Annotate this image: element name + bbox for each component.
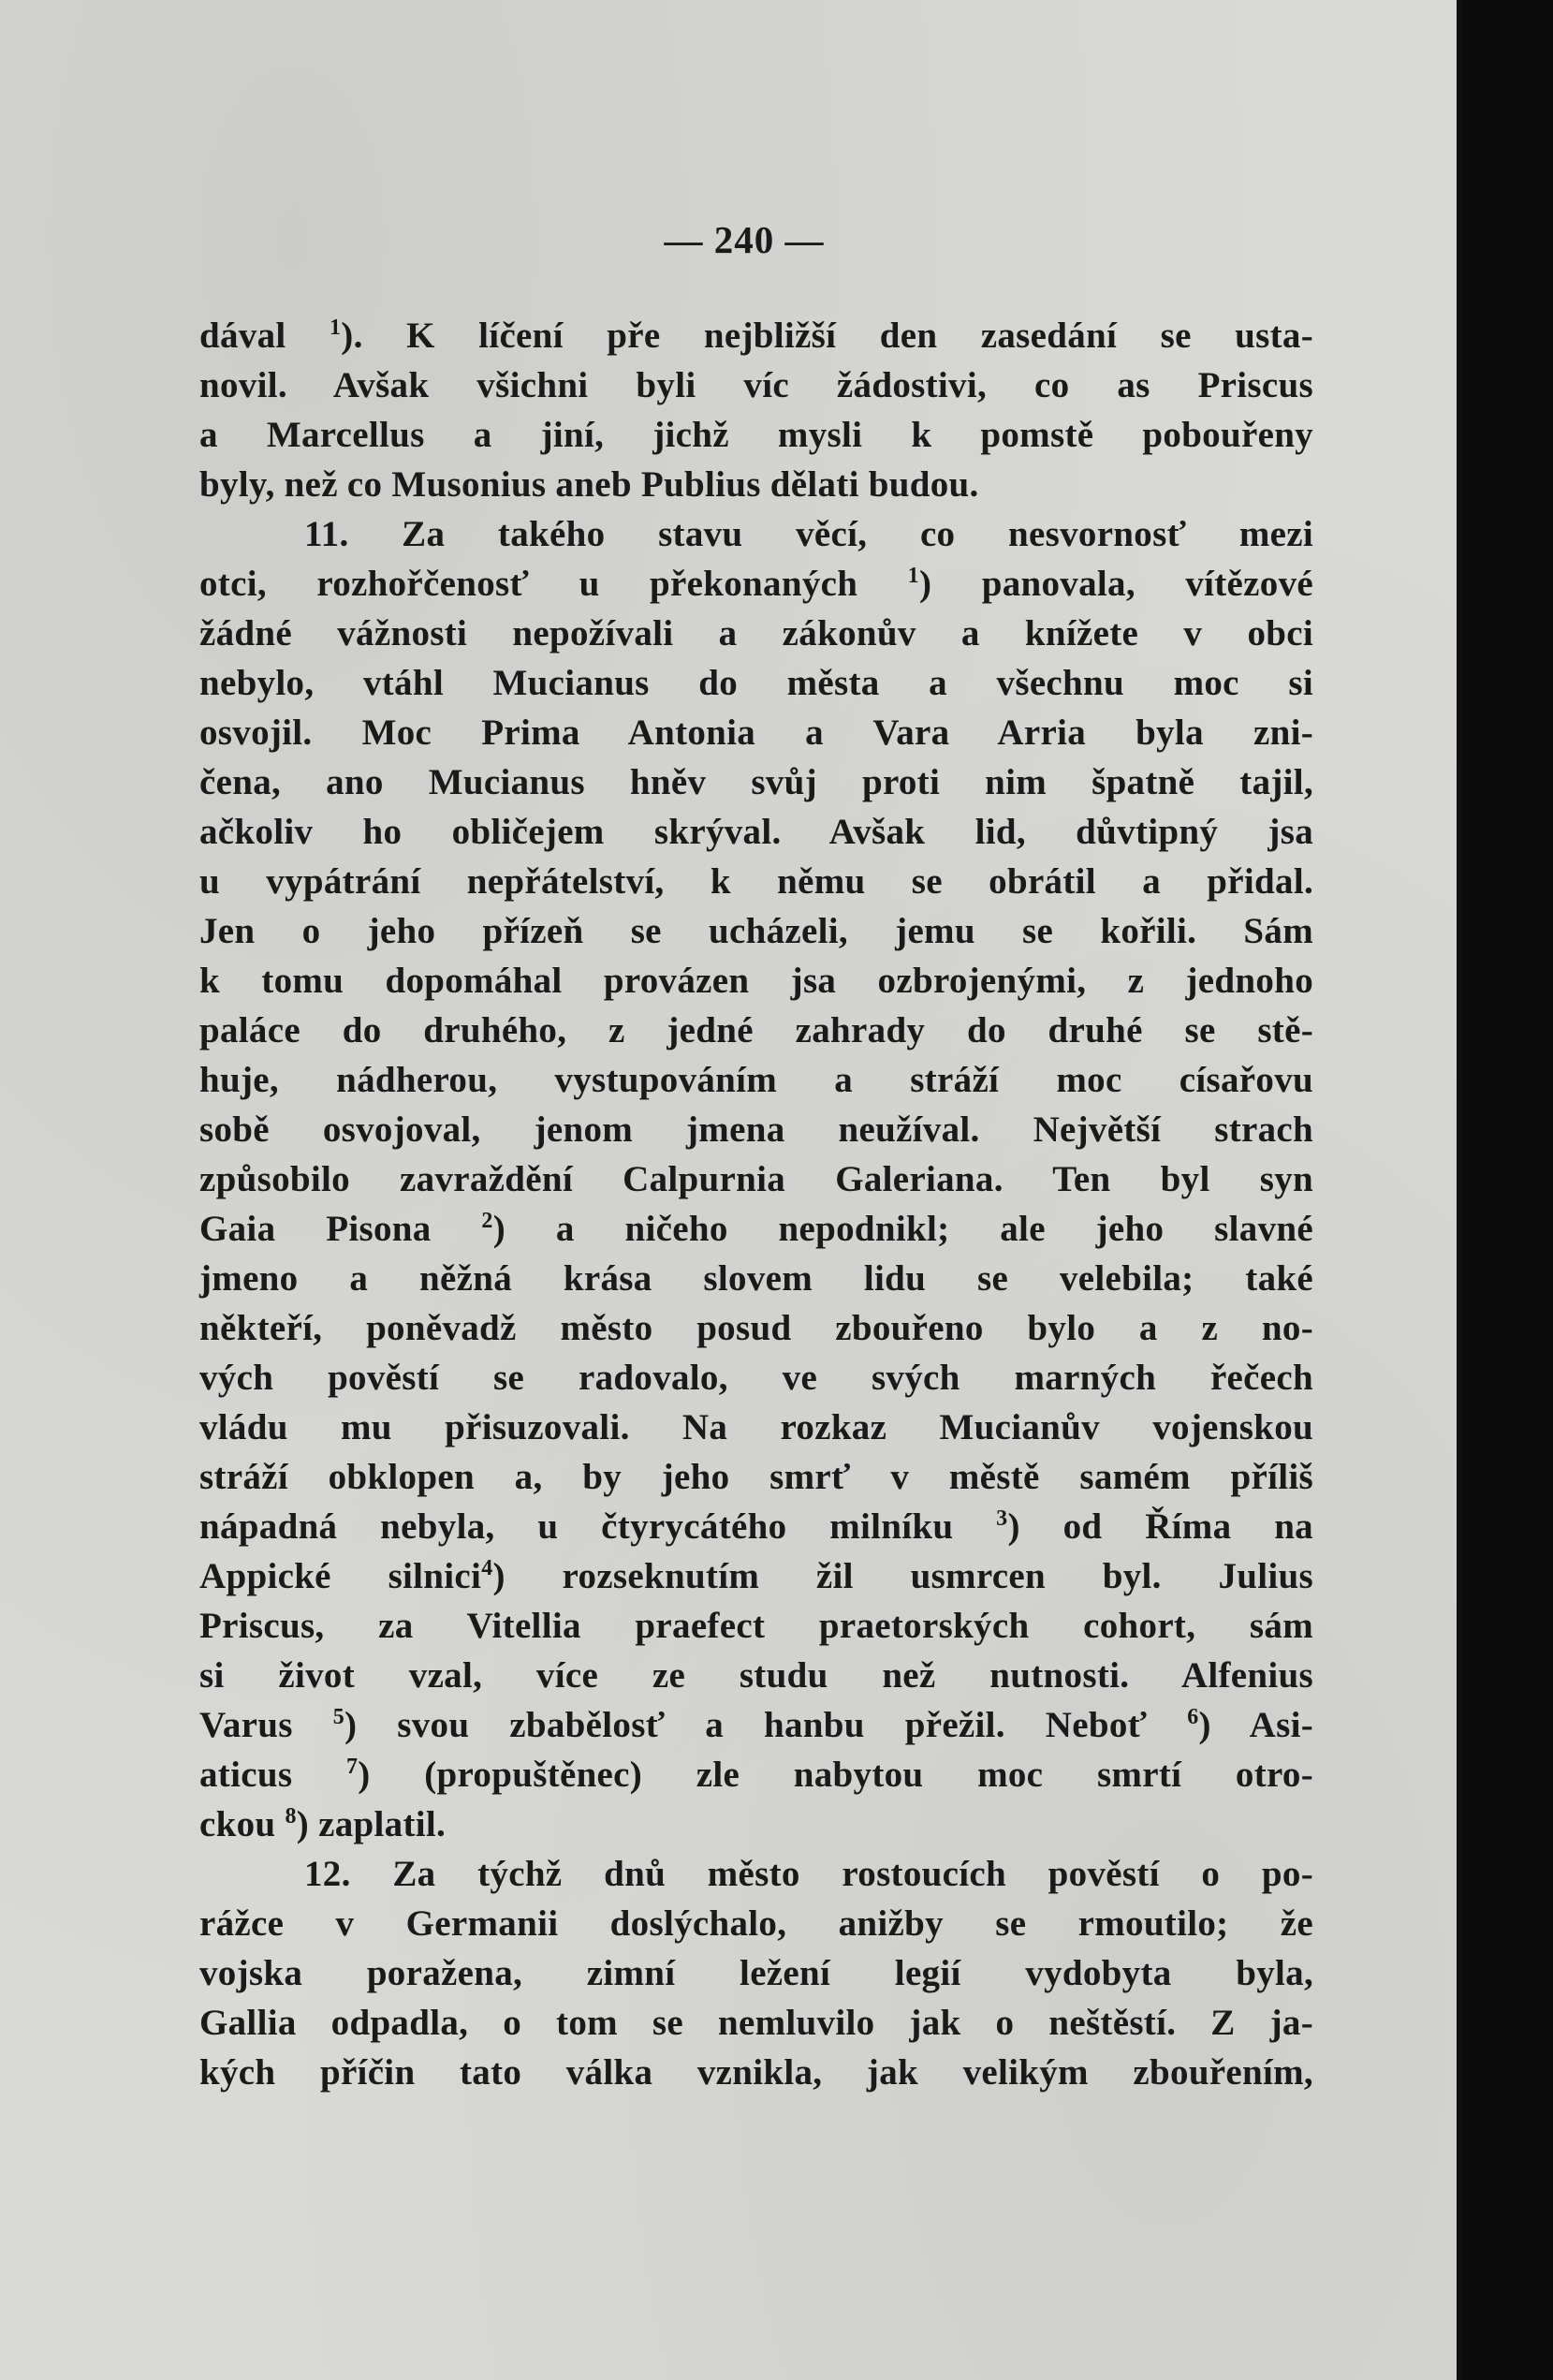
text-line — [199, 956, 1313, 1006]
text-line — [199, 1800, 1313, 1849]
text-line — [199, 1006, 1313, 1055]
dark-margin — [1462, 0, 1553, 2380]
text-run: nebylo, vtáhl Mucianus do města a všechnu moc si — [199, 663, 1313, 703]
text-run: ). K líčení pře nejbližší den zasedání se usta- — [341, 316, 1313, 356]
text-run: Appické silnici — [199, 1556, 482, 1596]
text-line — [199, 1254, 1313, 1303]
text-run: rážce v Germanii doslýchalo, anižby se rmoutilo; že — [199, 1903, 1313, 1944]
text-run: vojska poražena, zimní ležení legií vydobyta byla, — [199, 1953, 1313, 1993]
text-line — [199, 311, 1313, 360]
text-line — [199, 410, 1313, 460]
text-line — [199, 857, 1313, 906]
text-run: u vypátrání nepřátelství, k němu se obrátil a přidal. — [199, 861, 1313, 902]
text-run: ) svou zbabělosť a hanbu přežil. Neboť — [344, 1705, 1188, 1745]
footnote-marker: 8 — [285, 1804, 297, 1829]
text-run: si život vzal, více ze studu než nutnosti. Alfenius — [199, 1655, 1313, 1696]
text-run: 12. Za týchž dnů město rostoucích pověstí o po- — [304, 1854, 1313, 1894]
text-run: sobě osvojoval, jenom jmena neužíval. Největší strach — [199, 1109, 1313, 1150]
text-run: dával — [199, 316, 330, 356]
text-run: ckou — [199, 1804, 286, 1844]
text-line — [199, 1998, 1313, 2048]
text-run: nápadná nebyla, u čtyrycátého milníku — [199, 1506, 997, 1547]
text-run: čena, ano Mucianus hněv svůj proti nim špatně tajil, — [199, 762, 1313, 802]
footnote-marker: 1 — [329, 316, 342, 340]
body-text — [199, 311, 1313, 2097]
text-run: byly, než co Musonius aneb Publius dělati budou. — [199, 464, 979, 505]
text-line — [199, 1452, 1313, 1502]
text-line — [199, 757, 1313, 807]
text-run: ) (propuštěnec) zle nabytou moc smrtí otro- — [358, 1755, 1313, 1795]
text-line — [199, 807, 1313, 857]
text-line — [199, 1204, 1313, 1254]
text-line — [199, 1651, 1313, 1700]
footnote-marker: 4 — [481, 1556, 493, 1580]
footnote-marker: 7 — [345, 1755, 359, 1779]
text-line — [199, 1502, 1313, 1551]
text-run: kých příčin tato válka vznikla, jak velikým zbouřením, — [199, 2052, 1313, 2093]
text-line — [199, 1700, 1313, 1750]
text-run: Jen o jeho přízeň se ucházeli, jemu se kořili. Sám — [199, 911, 1313, 951]
text-line — [199, 1154, 1313, 1204]
text-line — [199, 460, 1313, 509]
text-line — [199, 906, 1313, 956]
text-run: někteří, poněvadž město posud zbouřeno bylo a z no- — [199, 1308, 1313, 1348]
text-run: Gaia Pisona — [199, 1209, 482, 1249]
text-run: ) panovala, vítězové — [918, 564, 1313, 604]
text-line — [199, 1403, 1313, 1452]
text-line — [199, 2048, 1313, 2097]
text-line — [199, 509, 1313, 559]
text-line — [199, 1899, 1313, 1948]
text-line — [199, 609, 1313, 658]
text-run: ) rozseknutím žil usmrcen byl. Julius — [492, 1556, 1313, 1596]
text-run: otci, rozhořčenosť u překonaných — [199, 564, 908, 604]
text-line — [199, 1601, 1313, 1651]
text-run: Varus — [199, 1705, 333, 1745]
text-run: ) od Říma na — [1007, 1506, 1313, 1547]
text-line — [199, 708, 1313, 757]
text-run: huje, nádherou, vystupováním a stráží moc císařovu — [199, 1060, 1313, 1100]
text-run: paláce do druhého, z jedné zahrady do druhé se stě- — [199, 1010, 1313, 1050]
text-line — [199, 1750, 1313, 1800]
text-run: osvojil. Moc Prima Antonia a Vara Arria byla zni- — [199, 713, 1313, 753]
text-run: ) zaplatil. — [296, 1804, 447, 1844]
text-run: ) Asi- — [1198, 1705, 1313, 1745]
text-line — [199, 1849, 1313, 1899]
text-run: 11. Za takého stavu věcí, co nesvornosť mezi — [304, 514, 1313, 554]
text-run: novil. Avšak všichni byli víc žádostivi, co as Priscus — [199, 365, 1313, 405]
text-line — [199, 559, 1313, 609]
footnote-marker: 2 — [481, 1209, 493, 1233]
text-run: ) a ničeho nepodnikl; ale jeho slavné — [492, 1209, 1313, 1249]
text-run: aticus — [199, 1755, 346, 1795]
text-run: stráží obklopen a, by jeho smrť v městě samém příliš — [199, 1457, 1313, 1497]
text-line — [199, 360, 1313, 410]
text-line — [199, 1105, 1313, 1154]
text-run: vých pověstí se radovalo, ve svých marných řečech — [199, 1358, 1313, 1398]
text-run: jmeno a něžná krása slovem lidu se velebila; také — [199, 1258, 1313, 1299]
text-run: vládu mu přisuzovali. Na rozkaz Mucianův vojenskou — [199, 1407, 1313, 1447]
text-line — [199, 1303, 1313, 1353]
footnote-marker: 5 — [332, 1705, 345, 1729]
text-run: a Marcellus a jiní, jichž mysli k pomstě pobouřeny — [199, 415, 1313, 455]
footnote-marker: 3 — [996, 1506, 1008, 1531]
footnote-marker: 1 — [907, 564, 919, 588]
text-line — [199, 658, 1313, 708]
text-line — [199, 1353, 1313, 1403]
text-run: Gallia odpadla, o tom se nemluvilo jak o neštěstí. Z ja- — [199, 2003, 1313, 2043]
text-run: žádné vážnosti nepožívali a zákonův a knížete v obci — [199, 613, 1313, 654]
page-number: — 240 — — [664, 218, 825, 261]
text-line — [199, 1551, 1313, 1601]
text-run: Priscus, za Vitellia praefect praetorských cohort, sám — [199, 1606, 1313, 1646]
text-run: ačkoliv ho obličejem skrýval. Avšak lid, důvtipný jsa — [199, 812, 1313, 852]
text-run: k tomu dopomáhal provázen jsa ozbrojenými, z jednoho — [199, 961, 1313, 1001]
text-line — [199, 1055, 1313, 1105]
text-run: způsobilo zavraždění Calpurnia Galeriana. Ten byl syn — [199, 1159, 1313, 1199]
footnote-marker: 6 — [1187, 1705, 1199, 1729]
text-line — [199, 1948, 1313, 1998]
